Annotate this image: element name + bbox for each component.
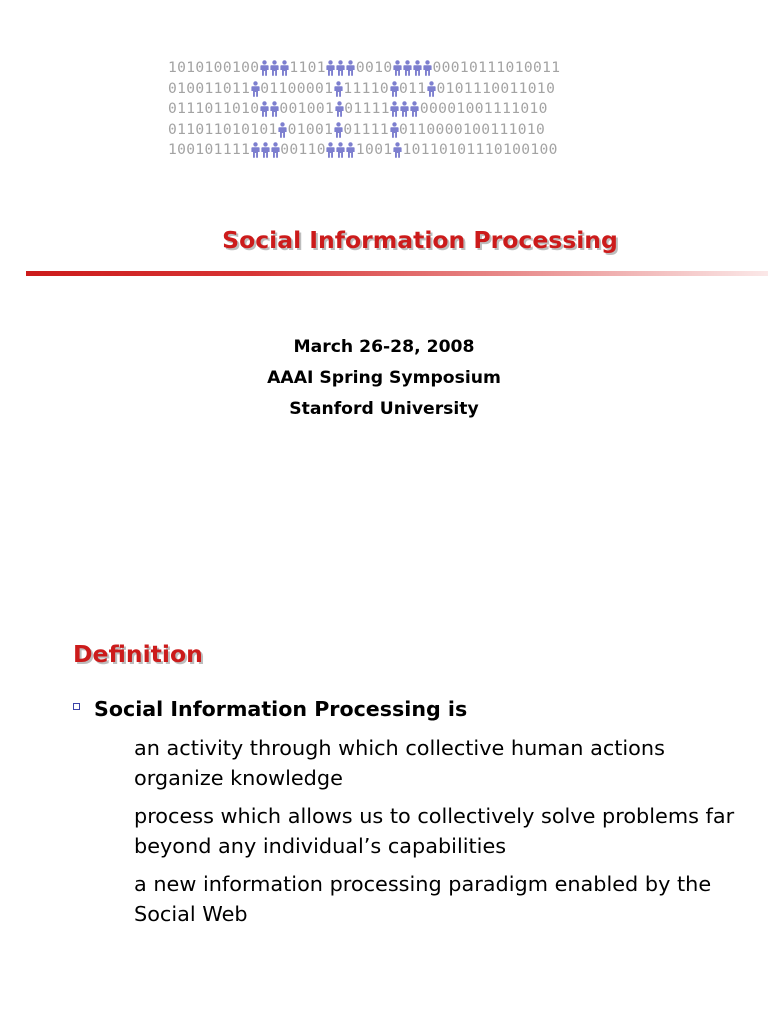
binary-digits: 011011010101 [168, 120, 278, 138]
person-icon [251, 81, 260, 97]
person-icon [413, 60, 422, 76]
person-icon [335, 101, 344, 117]
person-icon [336, 142, 345, 158]
person-icon [260, 101, 269, 117]
person-icon [393, 142, 402, 158]
title-underline [26, 271, 768, 276]
binary-row [168, 99, 668, 120]
person-icon [326, 142, 335, 158]
person-icon [346, 142, 355, 158]
definition-item: a new information processing paradigm enabled by the Social Web [134, 872, 712, 926]
person-icon [423, 60, 432, 76]
binary-digits: 1101 [289, 59, 326, 76]
binary-digits: 0110000100111010 [399, 120, 546, 138]
binary-digits: 0111011010 [168, 100, 260, 117]
person-icon [334, 81, 343, 97]
binary-digits: 100101111 [168, 141, 251, 158]
binary-digits: 001001 [279, 100, 335, 117]
person-icon [400, 101, 409, 117]
binary-digits: 00110 [280, 141, 326, 158]
slide-title: Social Information Processing [222, 226, 618, 254]
person-icon [326, 60, 335, 76]
event-venue: AAAI Spring Symposium [267, 368, 501, 388]
person-icon [334, 122, 343, 138]
binary-digits: 0010 [355, 59, 393, 76]
definition-item: process which allows us to collectively solve problems far beyond any individual’s capabilities [134, 804, 735, 858]
binary-digits: 11110 [343, 79, 390, 97]
person-icon [336, 60, 345, 76]
binary-digits: 010011011 [168, 79, 251, 97]
binary-digits: 0101110011010 [436, 79, 556, 97]
binary-digits: 01100001 [260, 79, 334, 97]
person-icon [280, 60, 289, 76]
person-icon [393, 60, 402, 76]
binary-row [168, 58, 668, 79]
definition-item: an activity through which collective human actions organize knowledge [134, 736, 665, 790]
binary-row [168, 79, 668, 100]
binary-digits: 01001 [287, 120, 334, 138]
binary-digits: 011 [399, 79, 427, 97]
person-icon [270, 101, 279, 117]
person-icon [410, 101, 419, 117]
binary-digits: 1010100100 [168, 59, 260, 76]
definition-bullet-text: Social Information Processing is [94, 697, 468, 721]
person-icon [390, 81, 399, 97]
binary-digits: 00010111010011 [432, 59, 561, 76]
definition-list [134, 733, 754, 937]
binary-digits: 01111 [344, 100, 390, 117]
event-date: March 26-28, 2008 [293, 337, 475, 357]
person-icon [346, 60, 355, 76]
binary-row [168, 120, 668, 141]
binary-digits: 00001001111010 [419, 100, 548, 117]
person-icon [251, 142, 260, 158]
person-icon [403, 60, 412, 76]
definition-heading: Definition [73, 640, 203, 668]
person-icon [261, 142, 270, 158]
person-icon [427, 81, 436, 97]
binary-people-banner [168, 58, 668, 161]
event-info [0, 332, 768, 425]
person-icon [260, 60, 269, 76]
person-icon [390, 122, 399, 138]
person-icon [390, 101, 399, 117]
person-icon [270, 60, 279, 76]
binary-digits: 10110101110100100 [402, 141, 558, 158]
definition-bullet [73, 697, 467, 721]
person-icon [271, 142, 280, 158]
event-location: Stanford University [289, 399, 479, 419]
binary-digits: 1001 [355, 141, 393, 158]
person-icon [278, 122, 287, 138]
square-bullet-icon [73, 703, 80, 710]
binary-row [168, 140, 668, 161]
binary-digits: 01111 [343, 120, 390, 138]
